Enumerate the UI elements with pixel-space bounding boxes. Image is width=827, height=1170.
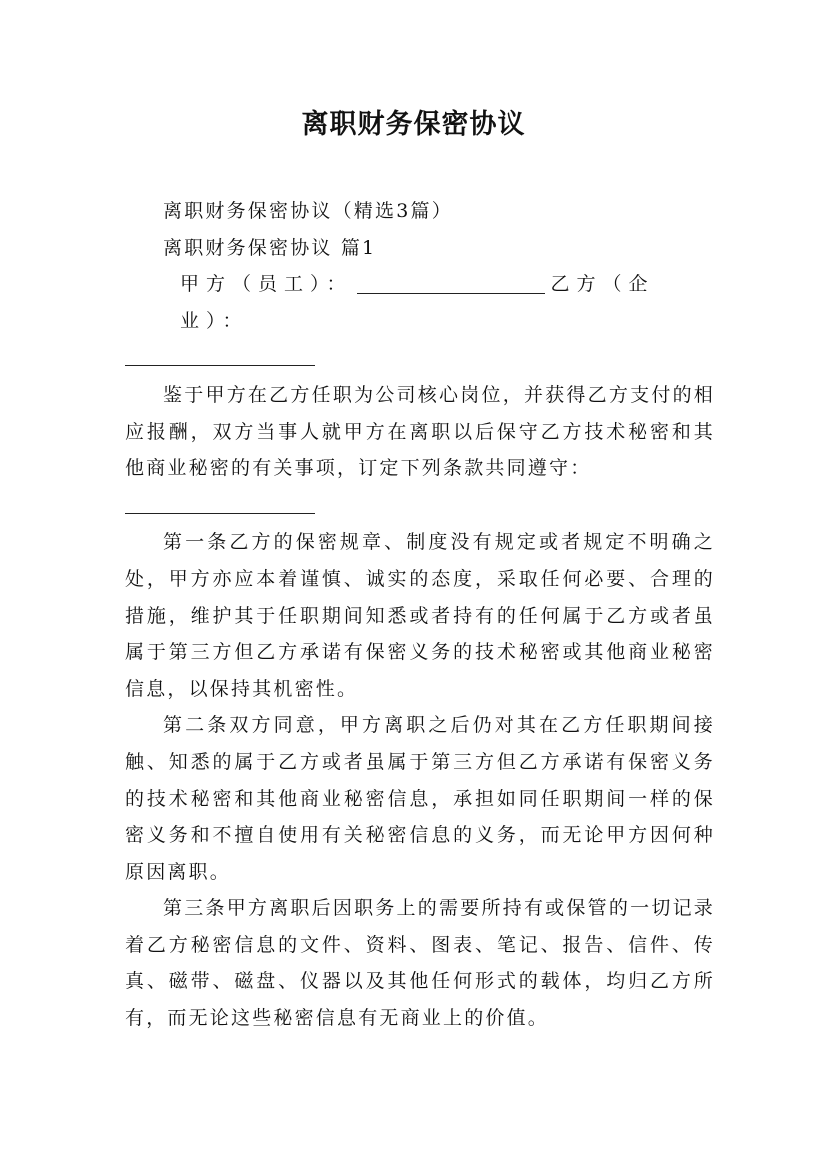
document-title: 离职财务保密协议 — [301, 109, 526, 140]
party-a-label: 甲方（员工）： — [180, 273, 353, 296]
section-heading: 离职财务保密协议 篇1 — [163, 236, 377, 259]
article-2: 第二条双方同意，甲方离职之后仍对其在乙方任职期间接触、知悉的属于乙方或者虽属于第三方但乙方承诺有保密义务的技术秘密和其他商业秘密信息，承担如同任职期间一样的保密义务和不擅自使用有关秘密信息的义务，而无论甲方因何种原因离职。 — [125, 714, 715, 883]
party-b-blank — [125, 339, 315, 366]
preamble-blank — [125, 487, 315, 514]
party-b-label: 乙方（企业）： — [180, 273, 655, 332]
article-3: 第三条甲方离职后因职务上的需要所持有或保管的一切记录着乙方秘密信息的文件、资料、图表、笔记、报告、信件、传真、磁带、磁盘、仪器以及其他任何形式的载体，均归乙方所有，而无论这些秘密信息有无商业上的价值。 — [125, 897, 715, 1030]
article-1: 第一条乙方的保密规章、制度没有规定或者规定不明确之处，甲方亦应本着谨慎、诚实的态度，采取任何必要、合理的措施，维护其于任职期间知悉或者持有的任何属于乙方或者虽属于第三方但乙方承诺有保密义务的技术秘密或其他商业秘密信息，以保持其机密性。 — [125, 531, 715, 700]
party-a-blank — [357, 267, 545, 294]
document-body — [125, 193, 715, 1037]
document-subtitle: 离职财务保密协议（精选3篇） — [163, 200, 453, 222]
party-line — [125, 266, 715, 339]
preamble-paragraph: 鉴于甲方在乙方任职为公司核心岗位，并获得乙方支付的相应报酬，双方当事人就甲方在离职以后保守乙方技术秘密和其他商业秘密的有关事项，订定下列条款共同遵守： — [125, 383, 715, 480]
